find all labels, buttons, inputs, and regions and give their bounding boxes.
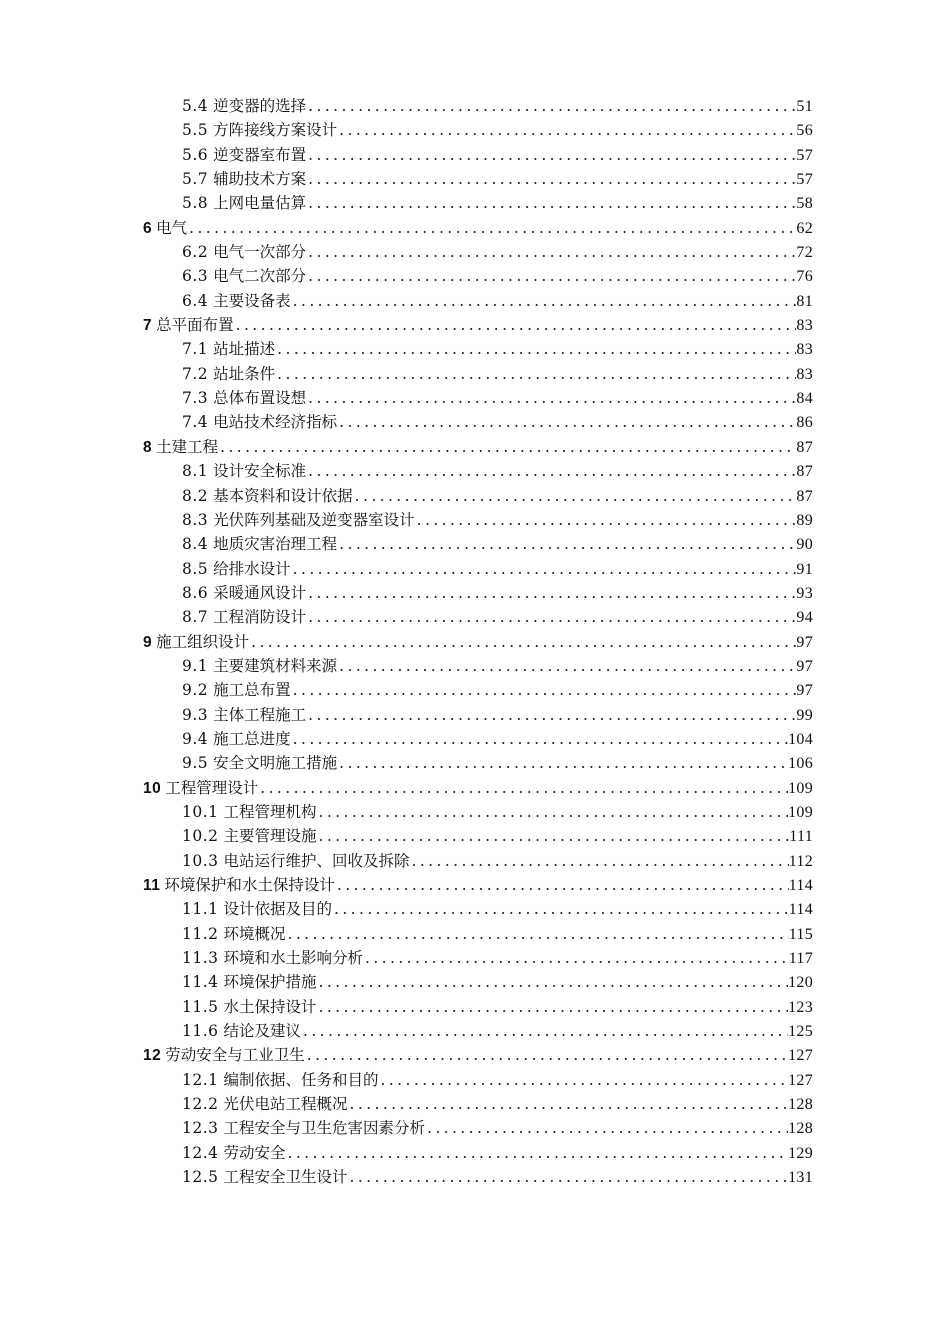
- toc-entry-number: 8.6: [182, 583, 209, 602]
- toc-page-number: 89: [796, 511, 813, 529]
- toc-entry-number: 10: [143, 779, 162, 797]
- toc-section-entry[interactable]: [143, 970, 813, 994]
- toc-entry-title: 总体布置设想: [213, 389, 307, 408]
- toc-leader-dots: [291, 727, 788, 751]
- toc-entry-number: 8.5: [182, 559, 209, 578]
- toc-leader-dots: [415, 508, 797, 532]
- toc-section-entry[interactable]: [143, 824, 813, 848]
- toc-section-entry[interactable]: [143, 1141, 813, 1165]
- toc-entry-number: 5.7: [182, 170, 209, 189]
- toc-entry-title: 编制依据、任务和目的: [223, 1070, 379, 1089]
- toc-entry-number: 8.3: [182, 510, 209, 529]
- toc-page-number: 91: [796, 560, 813, 578]
- toc-entry-title: 光伏电站工程概况: [223, 1095, 348, 1114]
- toc-entry-title: 采暖通风设计: [213, 583, 307, 602]
- toc-page-number: 87: [796, 487, 813, 505]
- toc-entry-number: 10.3: [182, 851, 219, 870]
- toc-page-number: 128: [788, 1120, 813, 1138]
- toc-leader-dots: [306, 143, 796, 167]
- toc-section-entry[interactable]: [143, 532, 813, 556]
- toc-leader-dots: [348, 1165, 789, 1189]
- toc-section-entry[interactable]: [143, 410, 813, 434]
- toc-page-number: 111: [789, 828, 813, 846]
- toc-entry-title: 施工总布置: [213, 681, 291, 700]
- toc-page-number: 109: [788, 779, 813, 797]
- toc-entry-title: 劳动安全: [223, 1143, 286, 1162]
- toc-page-number: 87: [796, 463, 813, 481]
- toc-section-entry[interactable]: [143, 264, 813, 288]
- toc-entry-title: 劳动安全与工业卫生: [165, 1046, 305, 1065]
- toc-leader-dots: [410, 849, 789, 873]
- toc-entry-number: 6.4: [182, 291, 209, 310]
- toc-section-entry[interactable]: [143, 118, 813, 142]
- toc-page-number: 127: [788, 1047, 813, 1065]
- toc-entry-number: 12.3: [182, 1119, 219, 1138]
- toc-entry-number: 5.8: [182, 194, 209, 213]
- toc-leader-dots: [187, 216, 796, 240]
- toc-entry-title: 总平面布置: [156, 316, 234, 335]
- toc-entry-title: 站址描述: [213, 340, 276, 359]
- toc-page-number: 97: [796, 682, 813, 700]
- toc-page-number: 114: [788, 901, 813, 919]
- toc-page-number: 131: [788, 1169, 813, 1187]
- toc-leader-dots: [348, 1092, 789, 1116]
- toc-entry-title: 电气一次部分: [213, 243, 307, 262]
- toc-leader-dots: [249, 630, 796, 654]
- toc-entry-number: 9.3: [182, 705, 209, 724]
- toc-entry-number: 9.1: [182, 656, 209, 675]
- toc-leader-dots: [306, 605, 796, 629]
- toc-page-number: 128: [788, 1096, 813, 1114]
- toc-leader-dots: [286, 922, 789, 946]
- toc-page-number: 83: [796, 341, 813, 359]
- toc-leader-dots: [306, 94, 796, 118]
- toc-section-entry[interactable]: [143, 167, 813, 191]
- toc-leader-dots: [317, 970, 789, 994]
- toc-entry-title: 工程管理机构: [223, 802, 317, 821]
- toc-page-number: 117: [788, 950, 813, 968]
- toc-entry-number: 11.1: [182, 900, 219, 919]
- toc-section-entry[interactable]: [143, 678, 813, 702]
- toc-section-entry[interactable]: [143, 459, 813, 483]
- table-of-contents: [143, 94, 813, 1189]
- toc-entry-title: 上网电量估算: [213, 194, 307, 213]
- toc-leader-dots: [363, 946, 789, 970]
- toc-section-entry[interactable]: [143, 849, 813, 873]
- toc-entry-number: 11.2: [182, 924, 219, 943]
- toc-leader-dots: [306, 264, 796, 288]
- toc-section-entry[interactable]: [143, 1116, 813, 1140]
- toc-page-number: 72: [796, 244, 813, 262]
- toc-section-entry[interactable]: [143, 557, 813, 581]
- toc-chapter-entry[interactable]: [143, 313, 813, 337]
- toc-page-number: 123: [788, 998, 813, 1016]
- toc-section-entry[interactable]: [143, 1165, 813, 1189]
- toc-entry-number: 12.1: [182, 1070, 219, 1089]
- toc-page-number: 57: [796, 146, 813, 164]
- toc-entry-number: 11.3: [182, 949, 219, 968]
- toc-leader-dots: [234, 313, 797, 337]
- toc-chapter-entry[interactable]: [143, 1043, 813, 1067]
- toc-page-number: 76: [796, 268, 813, 286]
- toc-entry-number: 12.2: [182, 1095, 219, 1114]
- toc-entry-title: 电气: [156, 218, 188, 237]
- toc-entry-number: 6: [143, 219, 153, 237]
- toc-page-number: 93: [796, 584, 813, 602]
- toc-entry-number: 9.4: [182, 729, 209, 748]
- toc-leader-dots: [291, 678, 797, 702]
- toc-page-number: 57: [796, 171, 813, 189]
- toc-page-number: 114: [788, 877, 813, 894]
- toc-page-number: 58: [796, 195, 813, 213]
- toc-entry-title: 水土保持设计: [223, 997, 317, 1016]
- toc-leader-dots: [335, 873, 789, 897]
- toc-leader-dots: [337, 654, 796, 678]
- toc-entry-number: 8: [143, 438, 153, 456]
- toc-entry-number: 7.4: [182, 413, 209, 432]
- toc-entry-number: 12.4: [182, 1143, 219, 1162]
- toc-section-entry[interactable]: [143, 1019, 813, 1043]
- toc-entry-title: 基本资料和设计依据: [213, 486, 353, 505]
- toc-page-number: 83: [796, 365, 813, 383]
- toc-section-entry[interactable]: [143, 484, 813, 508]
- toc-entry-number: 10.2: [182, 827, 219, 846]
- toc-entry-title: 主要设备表: [213, 291, 291, 310]
- toc-page-number: 97: [796, 657, 813, 675]
- toc-entry-title: 逆变器的选择: [213, 97, 307, 115]
- toc-page-number: 62: [796, 219, 813, 237]
- toc-entry-title: 结论及建议: [223, 1022, 302, 1041]
- toc-leader-dots: [306, 459, 796, 483]
- toc-page-number: 56: [796, 122, 813, 140]
- toc-leader-dots: [306, 703, 796, 727]
- toc-entry-title: 辅助技术方案: [213, 170, 307, 189]
- toc-entry-title: 设计安全标准: [213, 462, 307, 481]
- toc-section-entry[interactable]: [143, 508, 813, 532]
- toc-entry-title: 施工总进度: [213, 729, 291, 748]
- toc-leader-dots: [291, 289, 797, 313]
- toc-entry-title: 工程安全卫生设计: [223, 1168, 348, 1187]
- toc-entry-number: 9.5: [182, 754, 209, 773]
- toc-entry-title: 主要建筑材料来源: [213, 656, 338, 675]
- toc-leader-dots: [286, 1141, 789, 1165]
- toc-entry-number: 9: [143, 633, 153, 651]
- toc-page-number: 106: [788, 755, 813, 773]
- toc-section-entry[interactable]: [143, 1068, 813, 1092]
- toc-leader-dots: [337, 410, 796, 434]
- toc-entry-title: 环境保护措施: [223, 973, 317, 992]
- toc-chapter-entry[interactable]: [143, 630, 813, 654]
- toc-entry-number: 12: [143, 1047, 162, 1065]
- toc-entry-number: 11.5: [182, 997, 219, 1016]
- toc-leader-dots: [337, 118, 796, 142]
- toc-leader-dots: [306, 581, 796, 605]
- toc-section-entry[interactable]: [143, 191, 813, 215]
- toc-leader-dots: [258, 776, 788, 800]
- toc-entry-number: 12.5: [182, 1168, 219, 1187]
- toc-entry-title: 环境保护和水土保持设计: [164, 876, 335, 894]
- toc-chapter-entry[interactable]: [143, 776, 813, 800]
- toc-section-entry[interactable]: [143, 289, 813, 313]
- toc-section-entry[interactable]: [143, 654, 813, 678]
- toc-leader-dots: [301, 1019, 788, 1043]
- toc-leader-dots: [306, 386, 796, 410]
- toc-leader-dots: [275, 337, 796, 361]
- toc-section-entry[interactable]: [143, 995, 813, 1019]
- toc-entry-title: 安全文明施工措施: [213, 754, 338, 773]
- toc-entry-title: 电站技术经济指标: [213, 413, 338, 432]
- toc-leader-dots: [317, 800, 789, 824]
- toc-entry-title: 主要管理设施: [223, 827, 317, 846]
- toc-leader-dots: [306, 167, 796, 191]
- toc-entry-title: 站址条件: [213, 364, 276, 383]
- toc-page-number: 127: [788, 1071, 813, 1089]
- toc-section-entry[interactable]: [143, 337, 813, 361]
- toc-entry-number: 6.2: [182, 243, 209, 262]
- toc-leader-dots: [332, 897, 789, 921]
- toc-page-number: 112: [788, 852, 813, 870]
- toc-chapter-entry[interactable]: [143, 435, 813, 459]
- toc-leader-dots: [425, 1116, 788, 1140]
- toc-page-number: 104: [788, 730, 813, 748]
- toc-section-entry[interactable]: [143, 386, 813, 410]
- toc-page-number: 81: [796, 292, 813, 310]
- toc-entry-title: 方阵接线方案设计: [213, 121, 338, 140]
- toc-section-entry[interactable]: [143, 240, 813, 264]
- toc-leader-dots: [317, 995, 789, 1019]
- toc-entry-title: 逆变器室布置: [213, 145, 307, 164]
- toc-section-entry[interactable]: [143, 362, 813, 386]
- toc-entry-title: 给排水设计: [213, 559, 291, 578]
- toc-entry-number: 8.7: [182, 608, 209, 627]
- toc-section-entry[interactable]: [143, 605, 813, 629]
- toc-leader-dots: [306, 191, 796, 215]
- toc-leader-dots: [291, 557, 797, 581]
- toc-entry-title: 工程消防设计: [213, 608, 307, 627]
- toc-chapter-entry[interactable]: [143, 216, 813, 240]
- toc-page-number: 125: [788, 1023, 813, 1041]
- toc-entry-number: 11: [143, 877, 161, 894]
- toc-page-number: 120: [788, 974, 813, 992]
- toc-entry-title: 工程安全与卫生危害因素分析: [223, 1119, 426, 1138]
- toc-entry-number: 7.2: [182, 364, 209, 383]
- toc-entry-number: 7.3: [182, 389, 209, 408]
- toc-entry-title: 电气二次部分: [213, 267, 307, 286]
- toc-leader-dots: [353, 484, 797, 508]
- toc-entry-title: 主体工程施工: [213, 705, 307, 724]
- toc-page-number: 83: [796, 317, 813, 335]
- toc-page-number: 99: [796, 706, 813, 724]
- toc-entry-title: 环境和水土影响分析: [223, 949, 364, 968]
- toc-leader-dots: [317, 824, 790, 848]
- toc-entry-title: 土建工程: [156, 437, 219, 456]
- toc-leader-dots: [275, 362, 796, 386]
- toc-page-number: 86: [796, 414, 813, 432]
- toc-entry-title: 电站运行维护、回收及拆除: [223, 851, 410, 870]
- toc-entry-number: 5.6: [182, 145, 209, 164]
- toc-section-entry[interactable]: [143, 727, 813, 751]
- toc-section-entry[interactable]: [143, 897, 813, 921]
- toc-page-number: 94: [796, 609, 813, 627]
- toc-entry-title: 环境概况: [223, 924, 286, 943]
- toc-page-number: 115: [788, 925, 813, 943]
- toc-section-entry[interactable]: [143, 922, 813, 946]
- toc-entry-number: 7: [143, 317, 153, 335]
- toc-leader-dots: [379, 1068, 789, 1092]
- toc-entry-title: 光伏阵列基础及逆变器室设计: [213, 510, 415, 529]
- toc-section-entry[interactable]: [143, 1092, 813, 1116]
- toc-page-number: 51: [796, 98, 813, 115]
- toc-entry-number: 8.2: [182, 486, 209, 505]
- toc-entry-title: 设计依据及目的: [223, 900, 333, 919]
- toc-entry-number: 6.3: [182, 267, 209, 286]
- toc-page-number: 97: [796, 633, 813, 651]
- toc-page-number: 109: [788, 803, 813, 821]
- toc-section-entry[interactable]: [143, 581, 813, 605]
- toc-section-entry[interactable]: [143, 751, 813, 775]
- toc-section-entry[interactable]: [143, 946, 813, 970]
- toc-entry-number: 11.4: [182, 973, 219, 992]
- toc-entry-number: 7.1: [182, 340, 209, 359]
- toc-leader-dots: [305, 1043, 788, 1067]
- toc-entry-number: 8.4: [182, 535, 209, 554]
- toc-entry-title: 工程管理设计: [165, 778, 259, 797]
- toc-leader-dots: [337, 532, 796, 556]
- toc-entry-number: 5.5: [182, 121, 209, 140]
- toc-entry-number: 8.1: [182, 462, 209, 481]
- toc-entry-number: 9.2: [182, 681, 209, 700]
- toc-entry-title: 地质灾害治理工程: [213, 535, 338, 554]
- toc-page-number: 90: [796, 536, 813, 554]
- toc-section-entry[interactable]: [143, 94, 813, 118]
- toc-page-number: 84: [796, 390, 813, 408]
- toc-section-entry[interactable]: [143, 703, 813, 727]
- toc-page-number: 129: [788, 1144, 813, 1162]
- toc-entry-number: 10.1: [182, 802, 219, 821]
- toc-section-entry[interactable]: [143, 143, 813, 167]
- toc-section-entry[interactable]: [143, 800, 813, 824]
- toc-chapter-entry[interactable]: [143, 873, 813, 897]
- toc-page-number: 87: [796, 438, 813, 456]
- toc-leader-dots: [218, 435, 796, 459]
- toc-entry-number: 11.6: [182, 1022, 219, 1041]
- toc-entry-title: 施工组织设计: [156, 632, 250, 651]
- toc-leader-dots: [337, 751, 788, 775]
- toc-entry-number: 5.4: [182, 97, 209, 115]
- toc-leader-dots: [306, 240, 796, 264]
